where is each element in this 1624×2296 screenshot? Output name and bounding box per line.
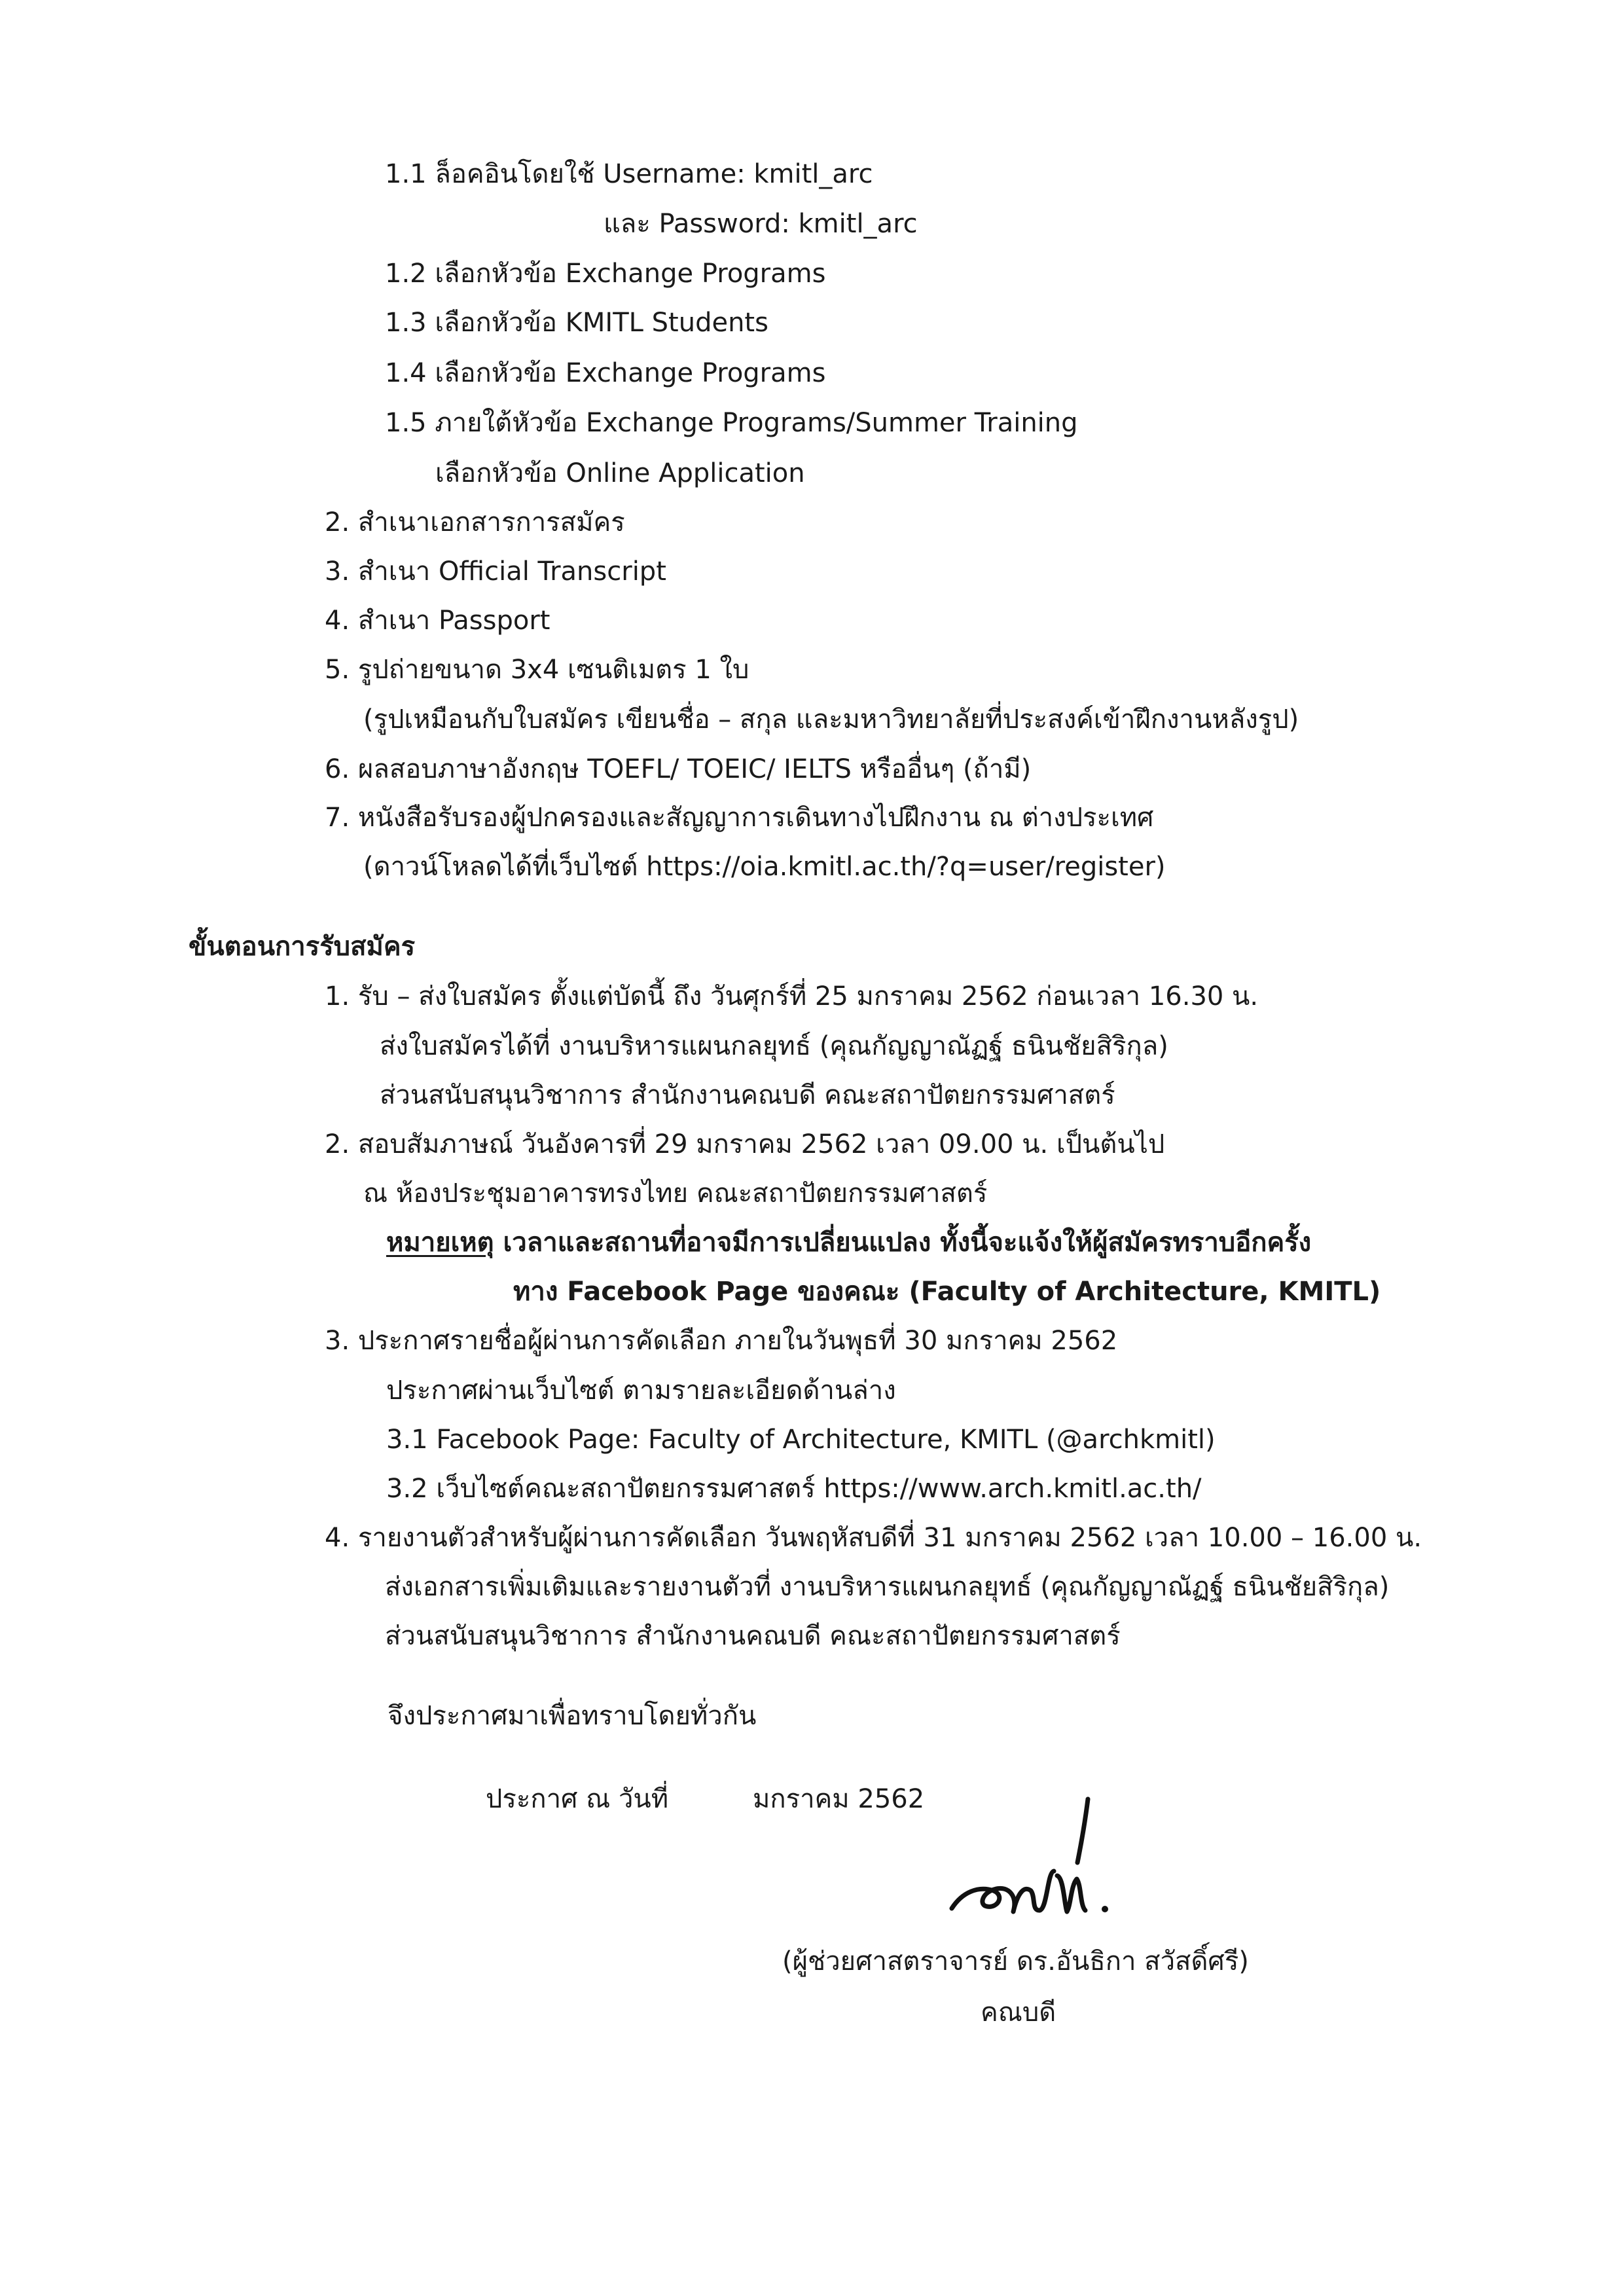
document-item-5: 5. รูปถ่ายขนาด 3x4 เซนติเมตร 1 ใบ — [325, 655, 749, 685]
process-step-3: 3. ประกาศรายชื่อผู้ผ่านการคัดเลือก ภายในวันพุธที่ 30 มกราคม 2562 — [325, 1326, 1118, 1356]
login-step-1-3: 1.3 เลือกหัวข้อ KMITL Students — [385, 308, 768, 338]
announce-date-label: ประกาศ ณ วันที่ — [486, 1784, 669, 1814]
login-step-1-2: 1.2 เลือกหัวข้อ Exchange Programs — [385, 259, 826, 289]
process-step-1-line-3: ส่วนสนับสนุนวิชาการ สำนักงานคณบดี คณะสถาปัตยกรรมศาสตร์ — [380, 1080, 1115, 1110]
process-step-3-2: 3.2 เว็บไซต์คณะสถาปัตยกรรมศาสตร์ https://www.arch.kmitl.ac.th/ — [386, 1474, 1202, 1504]
process-step-3-line-2: ประกาศผ่านเว็บไซต์ ตามรายละเอียดด้านล่าง — [386, 1376, 896, 1406]
process-step-1: 1. รับ – ส่งใบสมัคร ตั้งแต่บัดนี้ ถึง วันศุกร์ที่ 25 มกราคม 2562 ก่อนเวลา 16.30 น. — [325, 981, 1259, 1011]
process-step-3-1: 3.1 Facebook Page: Faculty of Architecture, KMITL (@archkmitl) — [386, 1425, 1216, 1455]
process-step-1-line-2: ส่งใบสมัครได้ที่ งานบริหารแผนกลยุทธ์ (คุณกัญญาณัฏฐ์ ธนินชัยสิริกุล) — [380, 1031, 1168, 1061]
document-item-4: 4. สำเนา Passport — [325, 606, 550, 636]
document-item-6: 6. ผลสอบภาษาอังกฤษ TOEFL/ TOEIC/ IELTS หรืออื่นๆ (ถ้ามี) — [325, 754, 1032, 784]
login-step-1-4: 1.4 เลือกหัวข้อ Exchange Programs — [385, 358, 826, 388]
process-note-line-2: ทาง Facebook Page ของคณะ (Faculty of Architecture, KMITL) — [513, 1277, 1381, 1307]
document-item-7: 7. หนังสือรับรองผู้ปกครองและสัญญาการเดินทางไปฝึกงาน ณ ต่างประเทศ — [325, 803, 1154, 833]
process-step-4: 4. รายงานตัวสำหรับผู้ผ่านการคัดเลือก วันพฤหัสบดีที่ 31 มกราคม 2562 เวลา 10.00 – 16.00 น. — [325, 1523, 1422, 1553]
process-step-4-line-2: ส่งเอกสารเพิ่มเติมและรายงานตัวที่ งานบริหารแผนกลยุทธ์ (คุณกัญญาณัฏฐ์ ธนินชัยสิริกุล) — [385, 1572, 1390, 1602]
note-text: เวลาและสถานที่อาจมีการเปลี่ยนแปลง ทั้งนี้จะแจ้งให้ผู้สมัครทราบอีกครั้ง — [494, 1228, 1312, 1258]
process-step-2-line-2: ณ ห้องประชุมอาคารทรงไทย คณะสถาปัตยกรรมศาสตร์ — [363, 1178, 988, 1209]
process-note — [386, 1226, 1311, 1260]
login-step-1-1: 1.1 ล็อคอินโดยใช้ Username: kmitl_arc — [385, 159, 873, 189]
login-step-1-5: 1.5 ภายใต้หัวข้อ Exchange Programs/Summer Training — [385, 408, 1078, 438]
announce-date-value: มกราคม 2562 — [753, 1784, 925, 1814]
signature — [943, 1794, 1152, 1944]
signer-name: (ผู้ช่วยศาสตราจารย์ ดร.อันธิกา สวัสดิ์ศรี) — [782, 1946, 1249, 1977]
note-label: หมายเหตุ — [386, 1228, 494, 1258]
document-item-2: 2. สำเนาเอกสารการสมัคร — [325, 507, 625, 538]
login-password-line: และ Password: kmitl_arc — [604, 209, 918, 239]
document-item-7-note: (ดาวน์โหลดได้ที่เว็บไซต์ https://oia.kmitl.ac.th/?q=user/register) — [363, 852, 1166, 882]
login-step-1-5-cont: เลือกหัวข้อ Online Application — [435, 458, 805, 488]
process-step-4-line-3: ส่วนสนับสนุนวิชาการ สำนักงานคณบดี คณะสถาปัตยกรรมศาสตร์ — [385, 1621, 1121, 1651]
signer-position: คณบดี — [981, 1997, 1056, 2028]
document-item-5-note: (รูปเหมือนกับใบสมัคร เขียนชื่อ – สกุล และมหาวิทยาลัยที่ประสงค์เข้าฝึกงานหลังรูป) — [363, 704, 1299, 735]
document-item-3: 3. สำเนา Official Transcript — [325, 556, 666, 587]
closing-announcement: จึงประกาศมาเพื่อทราบโดยทั่วกัน — [388, 1701, 757, 1731]
section-heading: ขั้นตอนการรับสมัคร — [189, 932, 416, 962]
process-step-2: 2. สอบสัมภาษณ์ วันอังคารที่ 29 มกราคม 2562 เวลา 09.00 น. เป็นต้นไป — [325, 1129, 1165, 1159]
